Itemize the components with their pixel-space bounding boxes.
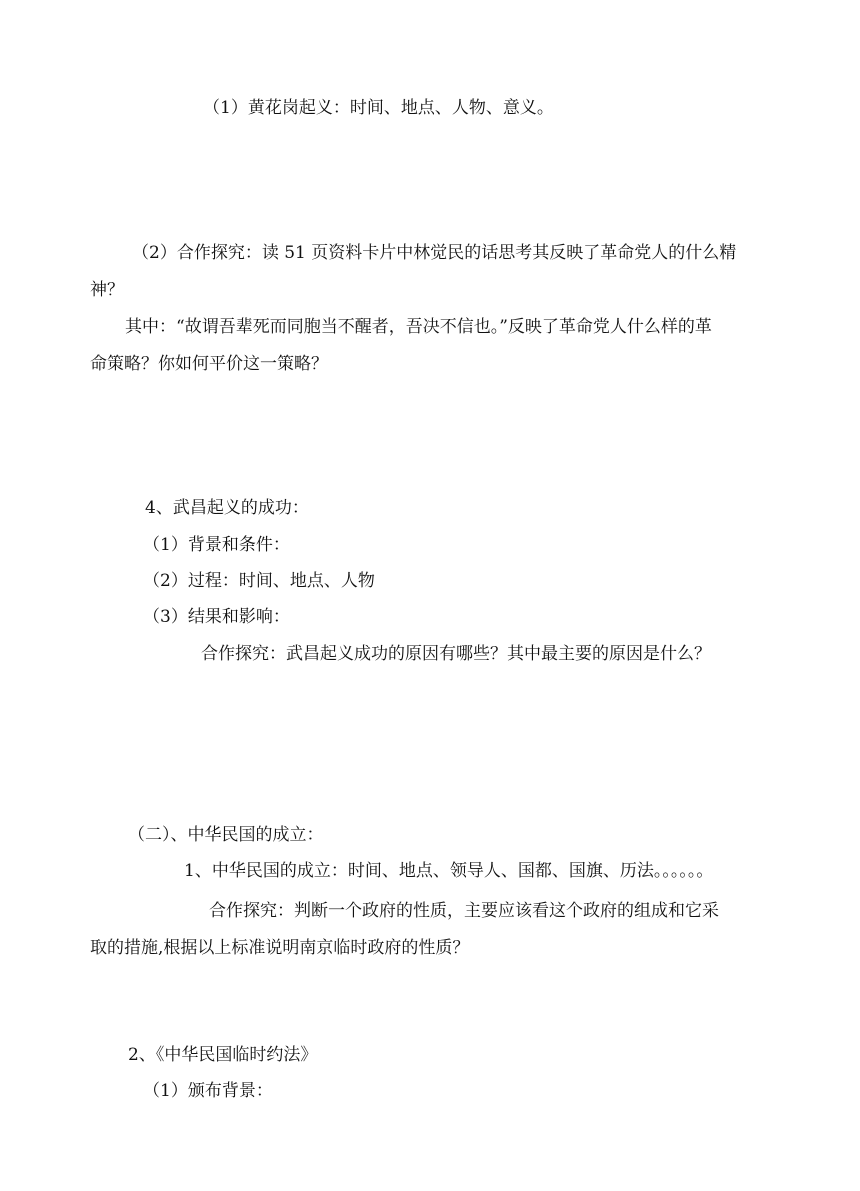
cooperative-inquiry-2-line1: （2）合作探究：读 51 页资料卡片中林觉民的话思考其反映了革命党人的什么精 xyxy=(132,243,737,263)
cooperative-inquiry-2-line3: 其中：“故谓吾辈死而同胞当不醒者，吾决不信也。”反映了革命党人什么样的革 xyxy=(125,317,712,337)
results-impact-item: （3）结果和影响： xyxy=(143,607,290,627)
wuchang-inquiry: 合作探究：武昌起义成功的原因有哪些？其中最主要的原因是什么？ xyxy=(201,644,711,664)
cooperative-inquiry-2-line4: 命策略？你如何平价这一策略？ xyxy=(90,354,328,374)
roc-inquiry-line1: 合作探究：判断一个政府的性质，主要应该看这个政府的组成和它采 xyxy=(209,901,719,921)
roc-inquiry-line2: 取的措施,根据以上标准说明南京临时政府的性质？ xyxy=(90,938,470,958)
promulgation-background-item: （1）颁布背景： xyxy=(143,1081,273,1101)
process-item: （2）过程：时间、地点、人物 xyxy=(143,571,375,591)
roc-founding-item: 1、中华民国的成立：时间、地点、领导人、国都、国旗、历法。。。。。。 xyxy=(184,861,714,881)
huanghuagang-uprising-item: （1）黄花岗起义：时间、地点、人物、意义。 xyxy=(203,98,554,118)
wuchang-uprising-heading: 4、武昌起义的成功： xyxy=(145,498,309,518)
provisional-constitution-heading: 2、《中华民国临时约法》 xyxy=(128,1045,318,1065)
roc-founding-heading: （二）、中华民国的成立： xyxy=(128,825,324,845)
background-conditions-item: （1）背景和条件： xyxy=(143,535,290,555)
cooperative-inquiry-2-line2: 神？ xyxy=(90,280,124,300)
